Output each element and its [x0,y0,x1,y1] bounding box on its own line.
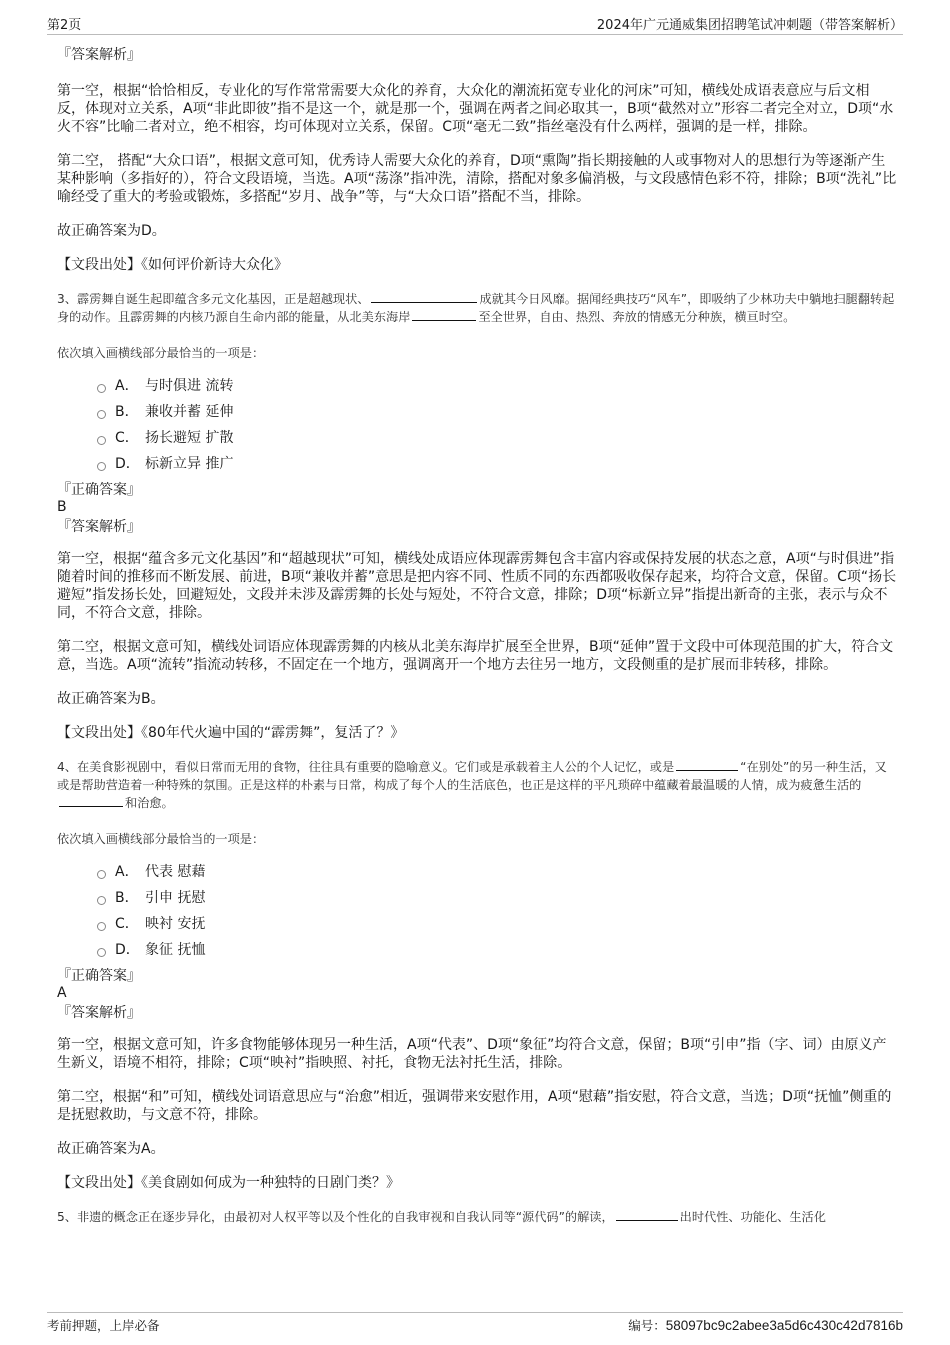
question-3-text: 3、霹雳舞自诞生起即蕴含多元文化基因，正是超越现状、 成就其今日风靡。据闻经典技巧“风车”，即吸纳了少林功夫中躺地扫腿翻转起身的动作。且霹雳舞的内核乃源自生命内部的能量，从北美东海岸 至全世界，自由、热烈、奔放的情感无分种族，横亘时空。 [57,292,895,324]
question-3-options [57,373,897,477]
analysis-paragraph: 第二空，根据文意可知，横线处词语应体现霹雳舞的内核从北美东海岸扩展至全世界，B项“延伸”置于文段中可体现范围的扩大，符合文意，当选。A项“流转”指流动转移，不固定在一个地方，强调离开一个地方去往另一地方，文段侧重的是扩展而非转移，排除。 [57,639,894,673]
analysis-label: 『答案解析』 [57,47,141,63]
radio-button[interactable] [97,436,106,445]
analysis-conclusion: 故正确答案为B。 [57,691,165,707]
radio-button[interactable] [97,410,106,419]
fill-blank [59,805,123,807]
option-c[interactable]: C． 扬长避短 扩散 [57,425,897,451]
analysis-paragraph: 第二空， 搭配“大众口语”，根据文意可知，优秀诗人需要大众化的养育，D项“熏陶”指长期接触的人或事物对人的思想行为等逐渐产生某种影响（多指好的），符合文段语境，当选。A项“荡涤”指冲洗，清除，搭配对象多偏消极，与文段感情色彩不符，排除；B项“洗礼”比喻经受了重大的考验或锻炼，多搭配“岁月、战争”等，与“大众口语”搭配不当，排除。 [57,153,897,205]
fill-blank [616,1219,678,1221]
analysis-label: 『答案解析』 [57,1005,141,1021]
document-body [57,44,897,1226]
correct-answer: A [57,985,67,1001]
correct-answer-label: 『正确答案』 [57,968,141,984]
question-4-text: 4、在美食影视剧中，看似日常而无用的食物，往往具有重要的隐喻意义。它们或是承载着主人公的个人记忆，或是 “在别处”的另一种生活，又或是帮助营造着一种特殊的氛围。正是这样的朴素与日常，构成了每个人的生活底色，也正是这样的平凡琐碎中蕴藏着最温暖的人情，成为疲惫生活的和治愈。 [57,760,887,810]
analysis-conclusion: 故正确答案为D。 [57,223,166,239]
page-footer [47,1312,903,1333]
analysis-paragraph: 第一空，根据“恰恰相反，专业化的写作常常需要大众化的养育，大众化的潮流拓宽专业化的河床”可知，横线处成语表意应与后文相反，体现对立关系，A项“非此即彼”指不是这一个，就是那一个，强调在两者之间必取其一，B项“截然对立”形容二者完全对立，D项“水火不容”比喻二者对立，绝不相容，均可体现对立关系，保留。C项“毫无二致”指丝毫没有什么两样，强调的是一样，排除。 [57,83,894,135]
passage-source: 【文段出处】《美食剧如何成为一种独特的日剧门类？》 [57,1175,400,1191]
fill-blank [412,319,476,321]
page-header [47,12,903,35]
analysis-paragraph: 第二空，根据“和”可知，横线处词语意思应与“治愈”相近，强调带来安慰作用，A项“慰藉”指安慰，符合文意，当选；D项“抚恤”侧重的是抚慰救助，与文意不符，排除。 [57,1089,892,1123]
option-b[interactable]: B． 引申 抚慰 [57,885,897,911]
document-title: 2024年广元通威集团招聘笔试冲刺题（带答案解析） [596,18,903,33]
question-5-text: 5、非遗的概念正在逐步异化，由最初对人权平等以及个性化的自我审视和自我认同等“源代码”的解读， 出时代性、功能化、生活化 [57,1210,826,1224]
question-3-prompt: 依次填入画横线部分最恰当的一项是： [57,346,265,360]
radio-button[interactable] [97,462,106,471]
fill-blank [676,769,738,771]
document-code: 编号：58097bc9c2abee3a5d6c430c42d7816b [628,1318,903,1333]
radio-button[interactable] [97,384,106,393]
option-d[interactable]: D． 象征 抚恤 [57,937,897,963]
correct-answer-label: 『正确答案』 [57,482,141,498]
analysis-paragraph: 第一空，根据“蕴含多元文化基因”和“超越现状”可知，横线处成语应体现霹雳舞包含丰富内容或保持发展的状态之意，A项“与时俱进”指随着时间的推移而不断发展、前进，B项“兼收并蓄”意思是把内容不同、性质不同的东西都吸收保存起来，均符合文意，保留。C项“扬长避短”指发扬长处，回避短处，文段并未涉及霹雳舞的长处与短处，不符合文意，排除；D项“标新立异”指提出新奇的主张，表示与众不同，不符合文意，排除。 [57,551,897,621]
question-4-prompt: 依次填入画横线部分最恰当的一项是： [57,832,265,846]
option-d[interactable]: D． 标新立异 推广 [57,451,897,477]
passage-source: 【文段出处】《80年代火遍中国的“霹雳舞”，复活了？》 [57,725,405,741]
analysis-label: 『答案解析』 [57,519,141,535]
option-b[interactable]: B． 兼收并蓄 延伸 [57,399,897,425]
option-a[interactable]: A． 与时俱进 流转 [57,373,897,399]
radio-button[interactable] [97,870,106,879]
analysis-conclusion: 故正确答案为A。 [57,1141,165,1157]
question-4-options [57,859,897,963]
option-c[interactable]: C． 映衬 安抚 [57,911,897,937]
correct-answer: B [57,499,67,515]
footer-slogan: 考前押题，上岸必备 [47,1318,160,1333]
analysis-paragraph: 第一空，根据文意可知，许多食物能够体现另一种生活，A项“代表”、D项“象征”均符合文意，保留；B项“引申”指（字、词）由原义产生新义，语境不相符，排除；C项“映衬”指映照、衬托，食物无法衬托生活，排除。 [57,1037,887,1071]
radio-button[interactable] [97,896,106,905]
fill-blank [371,301,477,303]
option-a[interactable]: A． 代表 慰藉 [57,859,897,885]
radio-button[interactable] [97,948,106,957]
radio-button[interactable] [97,922,106,931]
passage-source: 【文段出处】《如何评价新诗大众化》 [57,257,288,273]
page-number: 第2页 [47,18,82,33]
